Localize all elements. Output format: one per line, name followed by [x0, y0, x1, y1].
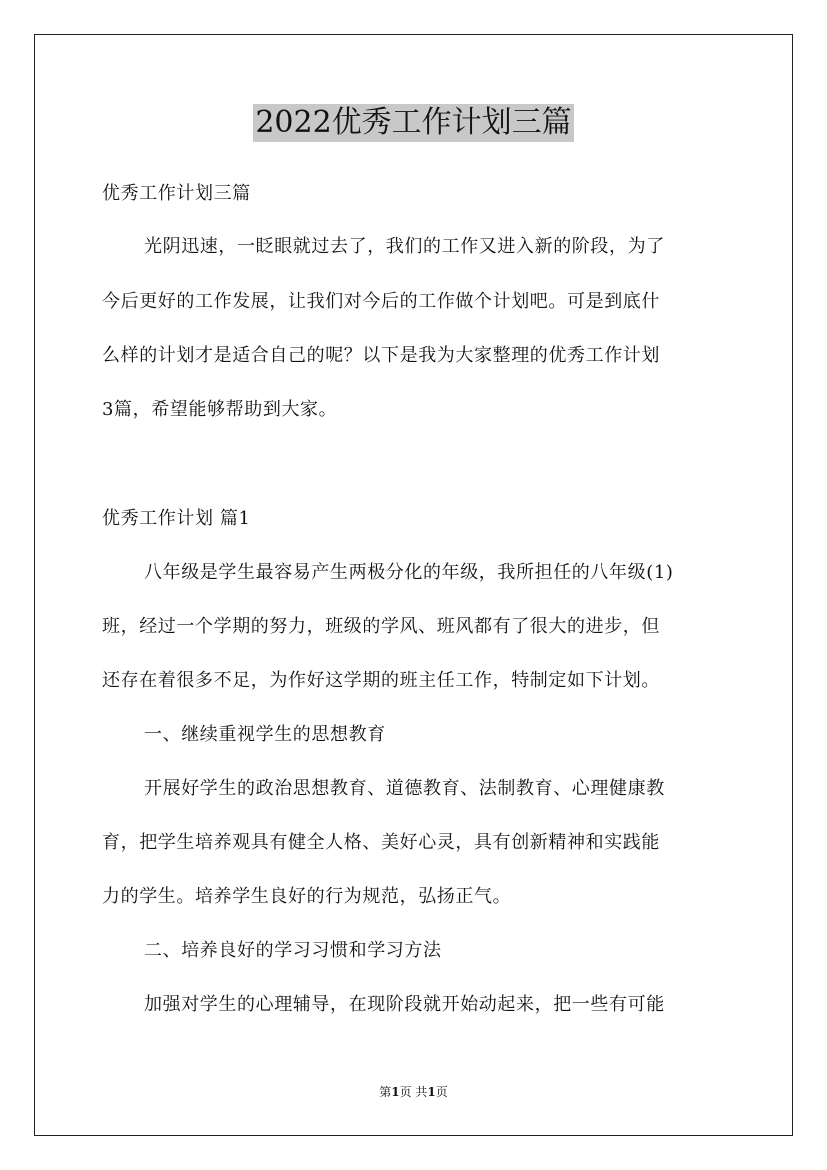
section-heading: 优秀工作计划 篇1	[102, 508, 251, 529]
paragraph-line: 还存在着很多不足，为作好这学期的班主任工作，特制定如下计划。	[102, 670, 660, 691]
footer-prefix: 第	[379, 1085, 392, 1099]
paragraph-line: 加强对学生的心理辅导，在现阶段就开始动起来，把一些有可能	[144, 994, 665, 1015]
footer-page-total: 1	[427, 1085, 436, 1099]
document-title: 2022优秀工作计划三篇	[255, 105, 572, 140]
paragraph-line: 班，经过一个学期的努力，班级的学风、班风都有了很大的进步，但	[102, 616, 660, 637]
page-footer	[0, 1084, 827, 1100]
paragraph-line: 育，把学生培养观具有健全人格、美好心灵，具有创新精神和实践能	[102, 832, 660, 853]
item-heading: 二、培养良好的学习习惯和学习方法	[144, 940, 442, 961]
intro-line: 光阴迅速，一眨眼就过去了，我们的工作又进入新的阶段，为了	[144, 236, 665, 257]
intro-line: 3篇，希望能够帮助到大家。	[102, 399, 338, 420]
footer-page-number: 1	[391, 1085, 400, 1099]
document-title-block	[0, 104, 827, 142]
paragraph-line: 力的学生。培养学生良好的行为规范，弘扬正气。	[102, 886, 512, 907]
footer-suffix: 页	[435, 1085, 448, 1099]
paragraph-line: 八年级是学生最容易产生两极分化的年级，我所担任的八年级(1)	[144, 562, 674, 583]
item-heading: 一、继续重视学生的思想教育	[144, 724, 386, 745]
intro-line: 今后更好的工作发展，让我们对今后的工作做个计划吧。可是到底什	[102, 291, 660, 312]
document-subtitle: 优秀工作计划三篇	[102, 183, 251, 204]
footer-mid: 页 共	[399, 1085, 428, 1099]
intro-line: 么样的计划才是适合自己的呢？以下是我为大家整理的优秀工作计划	[102, 345, 660, 366]
paragraph-line: 开展好学生的政治思想教育、道德教育、法制教育、心理健康教	[144, 778, 665, 799]
